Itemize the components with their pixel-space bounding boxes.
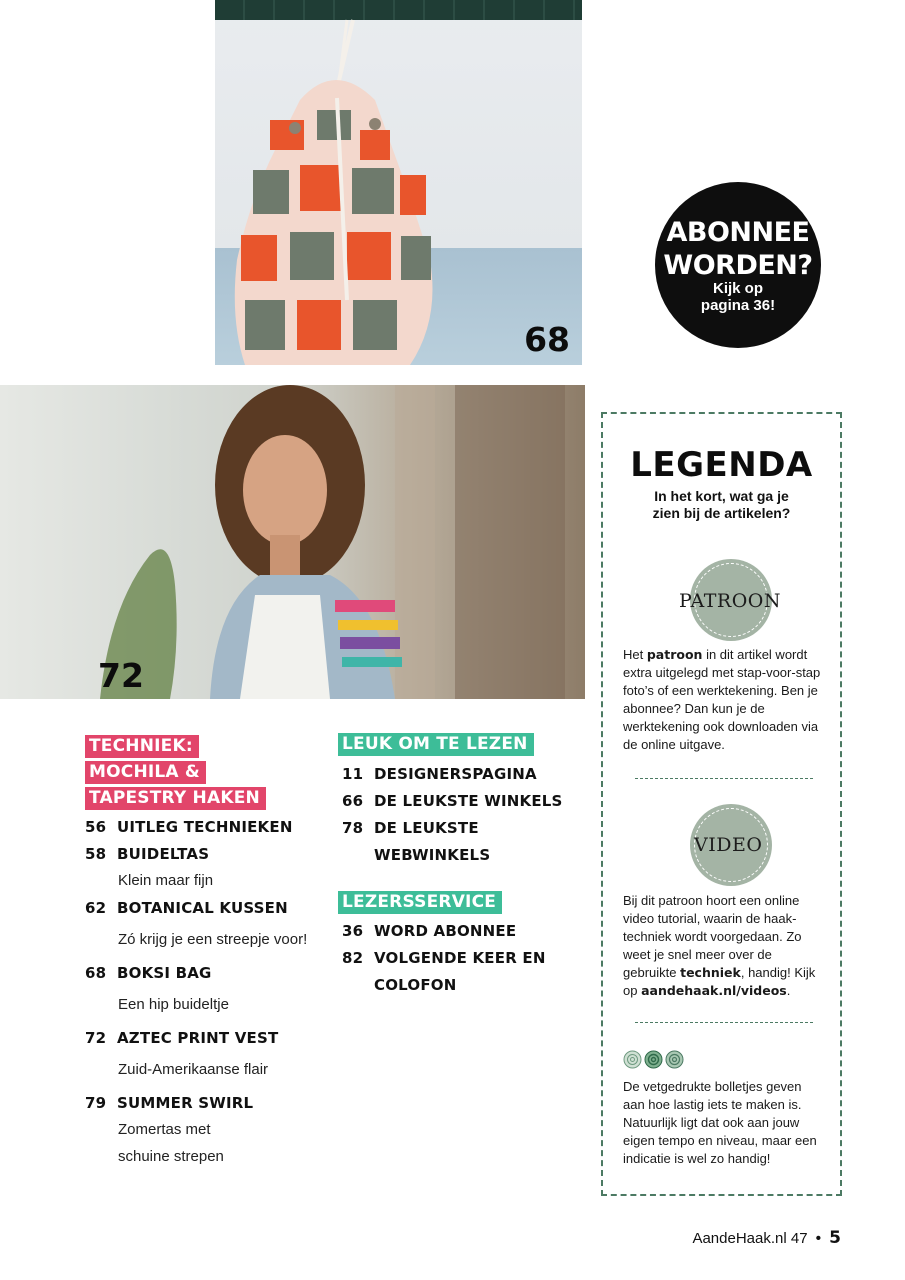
- toc-subtitle: Zomertas met: [118, 1121, 211, 1138]
- badge-line-1: ABONNEE: [666, 217, 810, 248]
- toc-subtitle: schuine strepen: [118, 1148, 224, 1165]
- subscribe-badge[interactable]: [655, 182, 821, 348]
- legend-subtitle-line-1: In het kort, wat ga je: [654, 488, 789, 504]
- legend-divider: [635, 1022, 813, 1023]
- photo-boksi-bag: [215, 0, 582, 365]
- video-description: [623, 892, 823, 1000]
- patroon-description: [623, 646, 823, 754]
- toc-page: 79: [85, 1093, 107, 1112]
- toc-title: DE LEUKSTE WINKELS: [374, 791, 563, 810]
- toc-page: 66: [342, 791, 364, 810]
- leuk-heading: LEUK OM TE LEZEN: [338, 733, 534, 756]
- toc-item-continued[interactable]: [342, 971, 582, 998]
- toc-subtitle: Zuid-Amerikaanse flair: [118, 1061, 269, 1078]
- video-text-bold-1: techniek: [680, 965, 741, 980]
- toc-title: UITLEG TECHNIEKEN: [117, 817, 293, 836]
- footer-site: AandeHaak.nl 47: [692, 1230, 808, 1247]
- legend-subtitle: [603, 488, 840, 522]
- badge-line-4: pagina 36!: [700, 297, 776, 314]
- toc-page: 58: [85, 844, 107, 863]
- toc-page: 62: [85, 898, 107, 917]
- difficulty-easy-icon: [623, 1050, 642, 1069]
- techniek-heading-line-2: MOCHILA &: [85, 761, 206, 784]
- toc-page: 72: [85, 1028, 107, 1047]
- difficulty-icons: [623, 1050, 684, 1069]
- section-techniek-heading: [85, 735, 335, 813]
- legend-divider: [635, 778, 813, 779]
- page-number-68: 68: [524, 320, 570, 359]
- toc-item[interactable]: [85, 813, 335, 840]
- video-label: VIDEO: [694, 834, 763, 856]
- page-footer: [692, 1228, 841, 1248]
- patroon-text-bold: patroon: [646, 647, 703, 662]
- leuk-list: [342, 760, 582, 868]
- toc-subtitle: Zó krijg je een streepje voor!: [118, 931, 308, 948]
- toc-title: BOKSI BAG: [117, 963, 212, 982]
- footer-bullet: •: [815, 1230, 821, 1247]
- difficulty-medium-icon: [644, 1050, 663, 1069]
- legend-title: LEGENDA: [630, 445, 813, 485]
- techniek-heading-line-1: TECHNIEK:: [85, 735, 199, 758]
- toc-item[interactable]: [85, 894, 335, 921]
- toc-item-continued[interactable]: [342, 841, 582, 868]
- woman-illustration: [0, 385, 585, 699]
- lezersservice-heading: LEZERSSERVICE: [338, 891, 502, 914]
- toc-subtitle: Klein maar fijn: [118, 872, 214, 889]
- video-text-c: .: [786, 983, 791, 998]
- photo-aztec-vest: [0, 385, 585, 699]
- badge-line-3: Kijk op: [712, 280, 763, 297]
- footer-page-number: 5: [829, 1228, 841, 1248]
- toc-title: SUMMER SWIRL: [117, 1093, 254, 1112]
- techniek-heading-line-3: TAPESTRY HAKEN: [85, 787, 266, 810]
- toc-title: WORD ABONNEE: [374, 921, 517, 940]
- toc-page: 78: [342, 818, 364, 837]
- section-leuk-heading: [338, 733, 578, 756]
- video-text-b: , handig! Kijk op: [623, 965, 816, 998]
- toc-page: 82: [342, 948, 364, 967]
- techniek-list: [85, 813, 335, 1170]
- badge-line-2: WORDEN?: [663, 250, 813, 281]
- toc-item[interactable]: [342, 760, 582, 787]
- toc-item[interactable]: [85, 959, 335, 986]
- toc-page: 11: [342, 764, 364, 783]
- patroon-label: PATROON: [679, 590, 781, 612]
- toc-item[interactable]: [85, 1024, 335, 1051]
- patroon-text-a: Het: [623, 647, 647, 662]
- section-lezersservice-heading: [338, 891, 502, 914]
- page-number-72: 72: [98, 656, 144, 695]
- toc-item[interactable]: [342, 787, 582, 814]
- toc-item[interactable]: [85, 840, 335, 867]
- toc-title: DESIGNERSPAGINA: [374, 764, 537, 783]
- toc-title: AZTEC PRINT VEST: [117, 1028, 279, 1047]
- toc-title: BOTANICAL KUSSEN: [117, 898, 288, 917]
- toc-title: DE LEUKSTE: [374, 818, 479, 837]
- toc-item[interactable]: [342, 944, 582, 971]
- toc-item[interactable]: [85, 1089, 335, 1116]
- patroon-text-b: in dit artikel wordt extra uitgelegd met stap-voor-stap foto’s of een werktekening. Ben je abonnee? Dan kun je de werktekening ook downloaden via de online uitgave.: [623, 647, 821, 752]
- toc-page: 68: [85, 963, 107, 982]
- toc-subtitle: Een hip buideltje: [118, 996, 229, 1013]
- lezersservice-list: [342, 917, 582, 998]
- toc-title: WEBWINKELS: [374, 845, 491, 864]
- legend-box: [601, 412, 842, 1196]
- difficulty-description: De vetgedrukte bolletjes geven aan hoe lastig iets te maken is. Natuurlijk ligt dat ook aan jouw eigen tempo en niveau, maar een indicatie is wel zo handig!: [623, 1079, 817, 1166]
- toc-page: 36: [342, 921, 364, 940]
- video-text-a: Bij dit patroon hoort een online video tutorial, waarin de haak-techniek wordt voorgedaan. Zo weet je snel meer over de gebruikte: [623, 893, 802, 980]
- video-link[interactable]: aandehaak.nl/videos: [641, 983, 787, 998]
- toc-title: COLOFON: [374, 975, 457, 994]
- difficulty-hard-icon: [665, 1050, 684, 1069]
- toc-title: BUIDELTAS: [117, 844, 210, 863]
- bag-illustration: [215, 0, 582, 365]
- toc-title: VOLGENDE KEER EN: [374, 948, 546, 967]
- toc-page: 56: [85, 817, 107, 836]
- toc-item[interactable]: [342, 917, 582, 944]
- legend-subtitle-line-2: zien bij de artikelen?: [652, 505, 791, 521]
- toc-item[interactable]: [342, 814, 582, 841]
